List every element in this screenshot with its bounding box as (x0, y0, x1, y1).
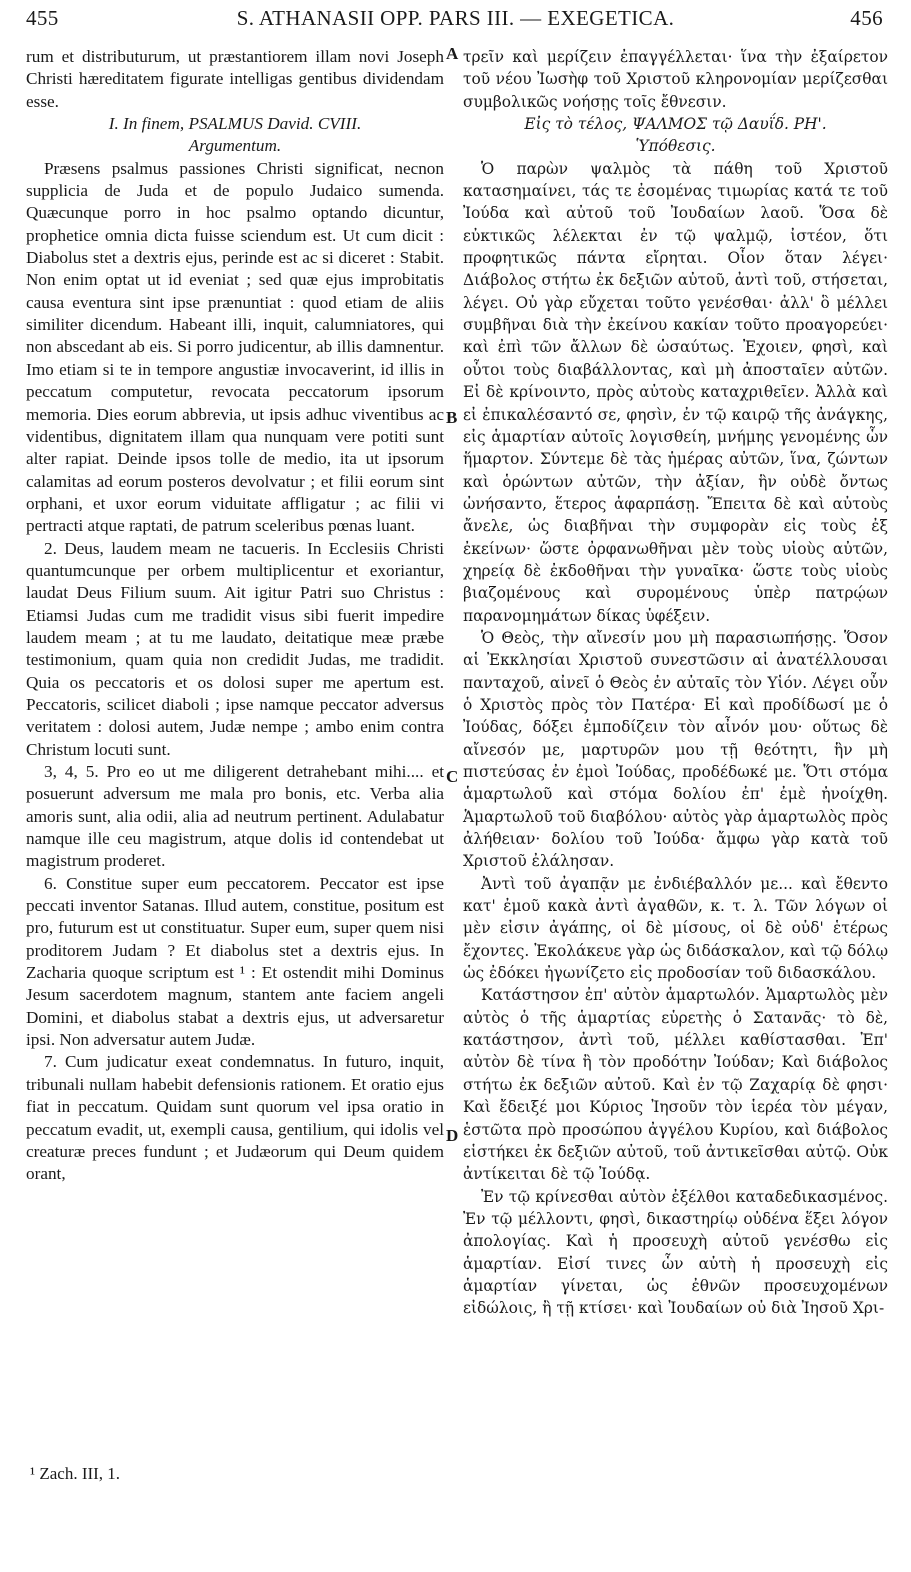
page-number-right: 456 (850, 6, 883, 30)
latin-argument-heading: Argumentum. (188, 136, 282, 156)
greek-verse-7: Ἐν τῷ κρίνεσθαι αὐτὸν ἐξέλθοι καταδεδικασμένος. Ἐν τῷ μέλλοντι, φησὶ, δικαστηρίῳ οὐδένα ἕξει λόγον ἀπολογίας. Καὶ ἡ προσευχὴ αὐτοῦ γενέσθω εἰς ἁμαρτίαν. Εἰσί τινες ὧν αὐτὴ ἡ προσευχὴ εἰς ἁμαρτίαν γίνεται, ὡς ἐθνῶν προσευχομένων εἰδώλοις, ἢ τῇ κτίσει· καὶ Ἰουδαίων οὐ διὰ Ἰησοῦ Χρι- (463, 1187, 888, 1318)
greek-argument-text: Ὁ παρὼν ψαλμὸς τὰ πάθη τοῦ Χριστοῦ κατασημαίνει, τάς τε ἐσομένας τιμωρίας κατά τε τοῦ Ἰούδα καὶ αὐτοῦ τοῦ Ἰουδαίων λαοῦ. Ὅσα δὲ εὐκτικῶς λέλεκται ἐν τῷ ψαλμῷ, ἰστέον, ὅτι προφητικῶς πάντα εἴρηται. Οἷον ὅταν λέγει· Διάβολος στήτω ἐκ δεξιῶν αὐτοῦ, ἀντὶ τοῦ, στήσεται, λέγει. Οὐ γὰρ εὔχεται τοῦτο γενέσθαι· ἀλλ' ὃ μέλλει συμβῆναι διὰ τὴν ἐκείνου κακίαν τοῦτο προαγορεύει· καὶ ἐπὶ τῶν ἄλλων δὲ ὡσαύτως. Ἐχοιεν, φησὶ, καὶ οὗτοι τοὺς διαβάλλοντας, καὶ μὴ ἀποσταῖεν αὐτῶν. Εἰ δὲ κρίνοιντο, πρὸς αὐτοὺς καταχριθεῖεν. Ἀλλὰ καὶ εἰ ἐπικαλέσαντό σε, φησὶν, ἐν τῷ καιρῷ τῆς ἀνάγκης, εἰς ἁμαρτίαν αὐτοῖς λογισθείη, μνήμης γενομένης ὧν ἥμαρτον. Σύντεμε δὲ τὰς ἡμέρας αὐτῶν, ἵνα, ζώντων καὶ ὁρώντων αὐτῶν, τὴν ἀξίαν, ἣν οὐδὲ ὄντως ὠνήσαντο, ἕτερος ἁφαρπάσῃ. Ἔπειτα δὲ καὶ αὐτοὺς ἄνελε, ὡς διαβῆναι τὴν συμφορὰν εἰς τοὺς ἐξ ἐκείνων· ὥστε ὀρφανωθῆναι μὲν τοὺς υἱοὺς αὐτῶν, χηρείᾳ δὲ ἐκδοθῆναι τὴν γυναῖκα· ὥστε τοὺς υἱοὺς βιαζομένους καὶ συρομένους ὑπὲρ πατρῴων παρανομημάτων δίκας ὑφέξειν. (463, 159, 888, 625)
latin-argument-text: Præsens psalmus passiones Christi significat, necnon supplicia de Juda et de populo Judaico sumenda. Quæcunque porro in hoc psalmo optando dicuntur, prophetice omnia dicta fuisse sciendum est. Ut cum dicit : Diabolus stet a dextris ejus, perinde est ac si diceret : Stabit. Non enim optat ut id eveniat ; sed quæ ejus improbitatis causa eventura sint ipse prænuntiat : quod etiam de aliis similiter dicendum. Habeant illi, inquit, calumniatores, qui non abscedant ab eis. Si porro judicentur, ab illis damnentur. Imo etiam si te in tempore angustiæ invocaverint, id illis in peccatum computetur, revocata peccatorum ipsorum memoria. Dies eorum abbrevia, ut ipsis adhuc viventibus ac videntibus, dignitatem illam qua nunquam vere potiti sunt alter rapiat. Deinde ipsos tolle de medio, ita ut ipsorum calamitas ad eorum posteros devolvatur ; et filii eorum sint orphani, et uxor eorum viduitate affligatur ; ac filii vi pertracti atque raptati, de patrum sceleribus pœnas luant. (26, 158, 444, 536)
latin-verse-7: 7. Cum judicatur exeat condemnatus. In futuro, inquit, tribunali nullam habebit defensionis rationem. Et oratio ejus fiat in peccatum. Quidam sunt quorum vel ipsa oratio in peccatum evadit, ut, exempli causa, gentilium, qui idolis vel creaturæ preces fundunt ; et Judæorum qui Deum quidem orant, (26, 1052, 444, 1184)
running-header (0, 0, 911, 40)
greek-argument-heading: Ὑπόθεσις. (635, 137, 716, 156)
latin-verse-3-5: 3, 4, 5. Pro eo ut me diligerent detrahebant mihi.... et posuerunt adversum me mala pro bonis, etc. Verba alia amoris sunt, alia odii, alia ad neutrum pertinent. Adulabatur namque ille ceu magistrum, atque dolis id contendebat ut magistrum proderet. (26, 762, 444, 871)
greek-verse-2: Ὁ Θεὸς, τὴν αἴνεσίν μου μὴ παρασιωπήσῃς. Ὅσον αἱ Ἐκκλησίαι Χριστοῦ συνεστῶσιν αἱ ἀνατέλλουσαι πανταχοῦ, αἰνεῖ ὁ Θεὸς ἐν αὐταῖς τὸν Υἱόν. Λέγει οὖν ὁ Χριστὸς πρὸς τὸν Πατέρα· Εἰ καὶ προδίδωσί με ὁ Ἰούδας, δόξει ἐμποδίζειν τὸν αἶνόν μου· οὕτως δὲ αἴνεσόν με, μαρτυρῶν μου τῇ θεότητι, ἣν μὴ πιστεύσας ἐν ἐμοὶ Ἰούδας, προδέδωκέ με. Ὅτι στόμα ἁμαρτωλοῦ καὶ στόμα δολίου ἐπ' ἐμὲ ἠνοίχθη. Ἁμαρτωλοῦ τοῦ διαβόλου· αὐτὸς γὰρ ἁμαρτωλὸς πρὸς ἀλήθειαν· δολίου τοῦ Ἰούδα· ἄμφω γὰρ κατὰ τοῦ Χριστοῦ ἐλάλησαν. (463, 628, 888, 871)
margin-marker-a: A (446, 44, 459, 63)
greek-intro: τρεῖν καὶ μερίζειν ἐπαγγέλλεται· ἵνα τὴν ἐξαίρετον τοῦ νέου Ἰωσὴφ τοῦ Χριστοῦ κληρονομίαν μερίζεσθαι συμβολικῶς νοήσῃς τοῖς ἔθνεσιν. (463, 48, 888, 111)
page-number-left: 455 (26, 6, 59, 30)
latin-verse-6: 6. Constitue super eum peccatorem. Peccator est ipse peccati inventor Satanas. Illud autem, constitue, positum est pro, futurum est ut constituatur. Super eum, super quem nisi proditorem Judam ? Et diabolus stet a dextris ejus. In Zacharia quoque scriptum est ¹ : Et ostendit mihi Dominus Jesum sacerdotem magnum, stantem ante faciem angeli Domini, et diabolus stabat a dextris ejus, ut adversaretur ipsi. Non adversatur autem Judæ. (26, 873, 444, 1050)
greek-verse-6: Κατάστησον ἐπ' αὐτὸν ἁμαρτωλόν. Ἁμαρτωλὸς μὲν αὐτὸς ὁ τῆς ἁμαρτίας εὑρετὴς ὁ Σατανᾶς· τὸ δὲ, κατάστησον, ἀντὶ τοῦ, μέλλει καθίστασθαι. Ἐπ' αὐτὸν δὲ τίνα ἢ τὸν προδότην Ἰούδαν; Καὶ διάβολος στήτω ἐκ δεξιῶν αὐτοῦ. Καὶ ἐν τῷ Ζαχαρίᾳ δὲ φησι· Καὶ ἔδειξέ μοι Κύριος Ἰησοῦν τὸν ἱερέα τὸν μέγαν, ἑστῶτα πρὸ προσώπου ἀγγέλου Κυρίου, καὶ διάβολος εἱστήκει ἐκ δεξιῶν αὐτοῦ, τοῦ ἀντικεῖσθαι αὐτῷ. Οὐκ ἀντίκειται δὲ τῷ Ἰούδᾳ. (463, 986, 888, 1184)
margin-marker-b: B (446, 408, 458, 427)
footnote: ¹ Zach. III, 1. (30, 1464, 121, 1483)
latin-intro: rum et distributurum, ut præstantiorem illam novi Joseph Christi hæreditatem figurate intelligas gentibus dividendam esse. (26, 47, 444, 111)
greek-psalm-title: Εἰς τὸ τέλος, ΨΑΛΜΟΣ τῷ Δαυΐδ. ΡΗ'. (524, 115, 827, 134)
greek-column (463, 46, 888, 1320)
running-title: S. ATHANASII OPP. PARS III. — EXEGETICA. (236, 6, 675, 30)
latin-psalm-title: I. In finem, PSALMUS David. CVIII. (108, 114, 362, 134)
margin-marker-d: D (446, 1126, 459, 1145)
greek-verse-3-5: Ἀντὶ τοῦ ἀγαπᾷν με ἐνδιέβαλλόν με... καὶ ἔθεντο κατ' ἐμοῦ κακὰ ἀντὶ ἀγαθῶν, κ. τ. λ. Τῶν λόγων οἱ μὲν εἰσιν ἀγάπης, οἱ δὲ μίσους, οἱ δὲ οὐδ' ἑτέρως ἔχοντες. Ἐκολάκευε γὰρ ὡς διδάσκαλον, καὶ τῷ δόλῳ ὡς ἐδόκει ἠγωνίζετο εἰς προδοσίαν τοῦ διδασκάλου. (463, 874, 888, 983)
latin-column (26, 46, 444, 1186)
margin-marker-c: C (446, 767, 459, 786)
latin-verse-2: 2. Deus, laudem meam ne tacueris. In Ecclesiis Christi quantumcunque per orbem multiplicentur et exoriantur, laudat Deus Filium suum. Ait igitur Patri suo Christus : Etiamsi Judas cum me tradidit visus sibi fuerit impedire laudem meam ; at tu me laudato, deitatique meæ præbe testimonium, quam quia non credidit Judas, me tradidit. Quia os peccatoris et os dolosi super me apertum est. Peccatoris, scilicet diaboli ; ipse namque peccator adversus veritatem : dolosi autem, Judæ nempe ; ambo enim contra Christum locuti sunt. (26, 538, 444, 759)
